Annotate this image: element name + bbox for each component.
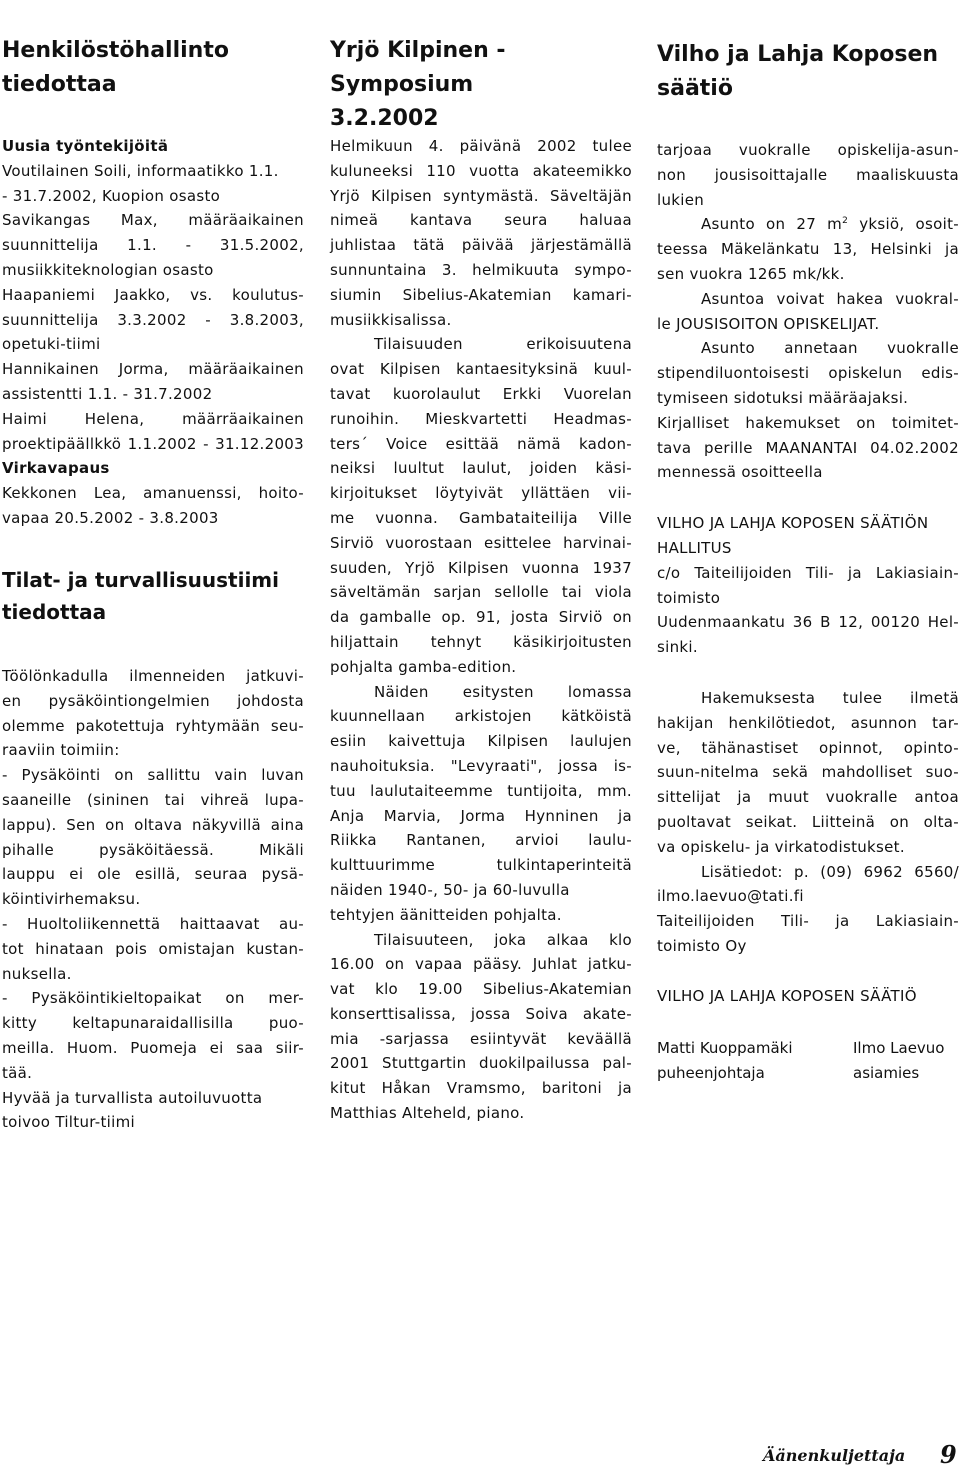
foundation-title-line1: Vilho ja Lahja Koposen	[657, 42, 939, 67]
foundation-line-area	[657, 212, 959, 237]
symposium-line: sunnuntaina 3. helmikuuta sympo-	[330, 260, 632, 279]
address-line: c/o Taiteilijoiden Tili- ja Lakiasiain-	[657, 563, 959, 582]
application-line: Lisätiedot: p. (09) 6962 6560/	[701, 862, 959, 881]
symposium-line: Tilaisuuteen, joka alkaa klo	[374, 930, 632, 949]
hr-line: Haapaniemi Jaakko, vs. koulutus-	[2, 285, 304, 304]
superscript: 2	[842, 216, 849, 227]
spacer	[657, 660, 959, 686]
symposium-line: Yrjö Kilpisen syntymästä. Säveltäjän	[330, 186, 632, 205]
symposium-line: Anja Marvia, Jorma Hynninen ja	[330, 806, 632, 825]
symposium-line: nimeä kantava seura haluaa	[330, 211, 632, 230]
area-text: Asunto on 27 m	[701, 215, 843, 234]
facilities-line: - Pysäköinti on sallittu vain luvan	[2, 766, 304, 785]
application-line: suun-nitelma sekä mahdolliset suo-	[657, 763, 959, 782]
signature-name: Ilmo Laevuo	[853, 1039, 945, 1057]
signature-chairman	[657, 1036, 793, 1086]
hr-line: - 31.7.2002, Kuopion osasto	[2, 186, 221, 205]
facilities-line: pihalle pysäköitäessä. Mikäli	[2, 840, 304, 859]
symposium-line: siumin Sibelius-Akatemian kamari-	[330, 285, 632, 304]
hr-line: Savikangas Max, määräaikainen	[2, 211, 304, 230]
facilities-line: Hyvää ja turvallista autoiluvuotta	[2, 1088, 263, 1107]
hr-title	[2, 34, 229, 102]
symposium-line: hiljattain tehnyt käsikirjoitusten	[330, 632, 632, 651]
leave-line: Kekkonen Lea, amanuenssi, hoito-	[2, 484, 304, 503]
facilities-line: meilla. Huom. Puomeja ei saa siir-	[2, 1038, 304, 1057]
symposium-line: näiden 1940-, 50- ja 60-luvulla	[330, 880, 570, 899]
symposium-line: da gamballe op. 91, josta Sirviö on	[330, 608, 632, 627]
foundation-title-line2: säätiö	[657, 76, 733, 101]
symposium-body	[330, 134, 632, 1126]
foundation-line: stipendiluontoisesti opiskelun edis-	[657, 364, 959, 383]
application-line: puoltavat seikat. Liitteinä on olta-	[657, 812, 959, 831]
symposium-title-line2: 3.2.2002	[330, 106, 439, 131]
address-line: HALLITUS	[657, 538, 732, 557]
symposium-line: musiikkisalissa.	[330, 310, 452, 329]
symposium-line: säveltämän sarjan sellolle tai viola	[330, 583, 632, 602]
hr-line: assistentti 1.1. - 31.7.2002	[2, 384, 213, 403]
foundation-line: non jousisoittajalle maaliskuusta	[657, 165, 959, 184]
foundation-name: VILHO JA LAHJA KOPOSEN SÄÄTIÖ	[657, 986, 917, 1005]
application-line: hakijan henkilötiedot, asunnon tar-	[657, 713, 959, 732]
foundation-line: sen vuokra 1265 mk/kk.	[657, 264, 845, 283]
new-employees-heading: Uusia työntekijöitä	[2, 137, 169, 155]
facilities-body	[2, 664, 304, 1135]
symposium-line: ters´ Voice esittää nämä kadon-	[330, 434, 632, 453]
address-line: VILHO JA LAHJA KOPOSEN SÄÄTIÖN	[657, 514, 929, 533]
signature-agent	[853, 1036, 945, 1086]
foundation-line: teessa Mäkelänkatu 13, Helsinki ja	[657, 240, 959, 259]
hr-body	[2, 134, 304, 531]
leave-line: vapaa 20.5.2002 - 3.8.2003	[2, 508, 219, 527]
facilities-title-line1: Tilat- ja turvallisuustiimi	[2, 568, 280, 592]
foundation-line: Kirjalliset hakemukset on toimitet-	[657, 413, 959, 432]
foundation-line: tarjoaa vuokralle opiskelija-asun-	[657, 141, 959, 159]
address-line: sinki.	[657, 638, 698, 657]
page-number: 9	[940, 1440, 957, 1469]
facilities-line: olemme pakotettuja ryhtymään seu-	[2, 716, 304, 735]
symposium-line: Matthias Alteheld, piano.	[330, 1104, 525, 1123]
hr-line: Haimi Helena, määrräaikainen	[2, 409, 304, 428]
symposium-line: vat klo 19.00 Sibelius-Akatemian	[330, 980, 632, 999]
hr-line: Voutilainen Soili, informaatikko 1.1.	[2, 161, 279, 180]
symposium-line: kuluneeksi 110 vuotta akateemikko	[330, 161, 632, 180]
facilities-line: tää.	[2, 1063, 33, 1082]
foundation-line: le JOUSISOITON OPISKELIJAT.	[657, 314, 880, 333]
hr-title-line2: tiedottaa	[2, 72, 117, 97]
hr-line: musiikkiteknologian osasto	[2, 260, 214, 279]
symposium-line: esiin kaivettuja Kilpisen laulujen	[330, 732, 632, 751]
hr-line: Hannikainen Jorma, määräaikainen	[2, 360, 304, 379]
symposium-line: Riikka Rantanen, arvioi laulu-	[330, 831, 632, 850]
hr-line: suunnittelija 3.3.2002 - 3.8.2003,	[2, 310, 304, 329]
foundation-line: lukien	[657, 190, 705, 209]
symposium-line: tehtyjen äänitteiden pohjalta.	[330, 905, 562, 924]
foundation-line: tymiseen sidotuksi määräajaksi.	[657, 388, 909, 407]
symposium-title-line1: Yrjö Kilpinen -Symposium	[330, 38, 506, 97]
spacer	[657, 959, 959, 984]
symposium-line: neiksi luultut laulut, joiden käsi-	[330, 459, 632, 478]
signature-role: puheenjohtaja	[657, 1064, 765, 1082]
facilities-line: lauppu ei ole esillä, seuraa pysä-	[2, 865, 304, 884]
foundation-line: Asunto annetaan vuokralle	[701, 339, 959, 358]
symposium-line: juhlistaa tätä päivää järjestämällä	[330, 236, 632, 255]
facilities-line: - Pysäköintikieltopaikat on mer-	[2, 989, 304, 1008]
symposium-line: nauhoituksia. "Levyraati", jossa is-	[330, 756, 632, 775]
facilities-line: saaneille (sininen tai vihreä lupa-	[2, 790, 304, 809]
facilities-line: - Huoltoliikennettä haittaavat au-	[2, 914, 304, 933]
application-line: sittelijat ja muut vuokralle antoa	[657, 788, 959, 807]
facilities-line: en pysäköintiongelmien johdosta	[2, 691, 304, 710]
symposium-line: 2001 Stuttgartin duokilpailussa pal-	[330, 1054, 632, 1073]
facilities-line: köintivirhemaksu.	[2, 890, 141, 909]
symposium-line: 16.00 on vapaa pääsy. Juhlat jatku-	[330, 955, 632, 974]
signature-role: asiamies	[853, 1064, 920, 1082]
leave-heading: Virkavapaus	[2, 459, 110, 478]
application-line: Hakemuksesta tulee ilmetä	[701, 688, 959, 707]
area-text-rest: yksiö, osoit-	[848, 215, 959, 234]
facilities-line: Töölönkadulla ilmenneiden jatkuvi-	[2, 667, 304, 685]
foundation-line: mennessä osoitteella	[657, 463, 823, 482]
facilities-line: lappu). Sen on oltava näkyvillä aina	[2, 815, 304, 834]
symposium-line: suuden, Yrjö Kilpisen vuonna 1937	[330, 558, 632, 577]
foundation-line: Asuntoa voivat hakea vuokral-	[701, 289, 959, 308]
symposium-line: tuu laulutaiteemme tuntijoita, mm.	[330, 781, 632, 800]
hr-line: opetuki-tiimi	[2, 335, 101, 354]
email-text: ilmo.laevuo@tati.fi	[657, 887, 804, 906]
hr-title-line1: Henkilöstöhallinto	[2, 38, 229, 63]
facilities-title-line2: tiedottaa	[2, 600, 107, 624]
facilities-line: tot hinataan pois omistajan kustan-	[2, 939, 304, 958]
spacer	[657, 485, 959, 511]
application-line: ve, tähänastiset opinnot, opinto-	[657, 738, 959, 757]
symposium-line: Sirviö vuorostaan esittelee harvinai-	[330, 533, 632, 552]
facilities-line: nuksella.	[2, 964, 72, 983]
facilities-line: kitty keltapunaraidallisilla puo-	[2, 1014, 304, 1033]
application-line: va opiskelu- ja virkatodistukset.	[657, 837, 905, 856]
facilities-title	[2, 564, 304, 628]
symposium-line: tavat kuorolaulut Erkki Vuorelan	[330, 384, 632, 403]
symposium-line: Helmikuun 4. päivänä 2002 tulee	[330, 137, 632, 155]
facilities-line: toivoo Tiltur-tiimi	[2, 1113, 135, 1132]
symposium-line: mia -sarjassa esiintyvät keväällä	[330, 1029, 632, 1048]
symposium-line: kitut Håkan Vramsmo, baritoni ja	[330, 1079, 632, 1098]
symposium-line: kirjoitukset löytyivät yllättäen vii-	[330, 484, 632, 503]
symposium-line: ovat Kilpisen kantaesityksinä kuul-	[330, 360, 632, 379]
application-line: toimisto Oy	[657, 936, 747, 955]
address-line: toimisto	[657, 588, 721, 607]
symposium-line: pohjalta gamba-edition.	[330, 657, 517, 676]
hr-line: suunnittelija 1.1. - 31.5.2002,	[2, 236, 304, 255]
symposium-line: kulttuurimme tulkintaperinteitä	[330, 856, 632, 875]
symposium-line: Tilaisuuden erikoisuutena	[374, 335, 632, 354]
foundation-line: tava perille MAANANTAI 04.02.2002	[657, 438, 959, 457]
symposium-line: Näiden esitysten lomassa	[374, 682, 632, 701]
symposium-line: konserttisalissa, jossa Soiva akate-	[330, 1004, 632, 1023]
signature-name: Matti Kuoppamäki	[657, 1039, 793, 1057]
symposium-line: runoihin. Mieskvartetti Headmas-	[330, 409, 632, 428]
address-line: Uudenmaankatu 36 B 12, 00120 Hel-	[657, 613, 959, 632]
foundation-body	[657, 138, 959, 1009]
application-line: Taiteilijoiden Tili- ja Lakiasiain-	[657, 912, 959, 931]
hr-line: proektipäällkkö 1.1.2002 - 31.12.2003	[2, 434, 304, 453]
symposium-title	[330, 34, 632, 136]
symposium-line: me vuonna. Gambataiteilija Ville	[330, 508, 632, 527]
facilities-line: raaviin toimiin:	[2, 741, 120, 760]
publication-name: Äänenkuljettaja	[763, 1446, 906, 1465]
foundation-title	[657, 38, 938, 106]
symposium-line: kuunnellaan arkistojen kätköistä	[330, 707, 632, 726]
